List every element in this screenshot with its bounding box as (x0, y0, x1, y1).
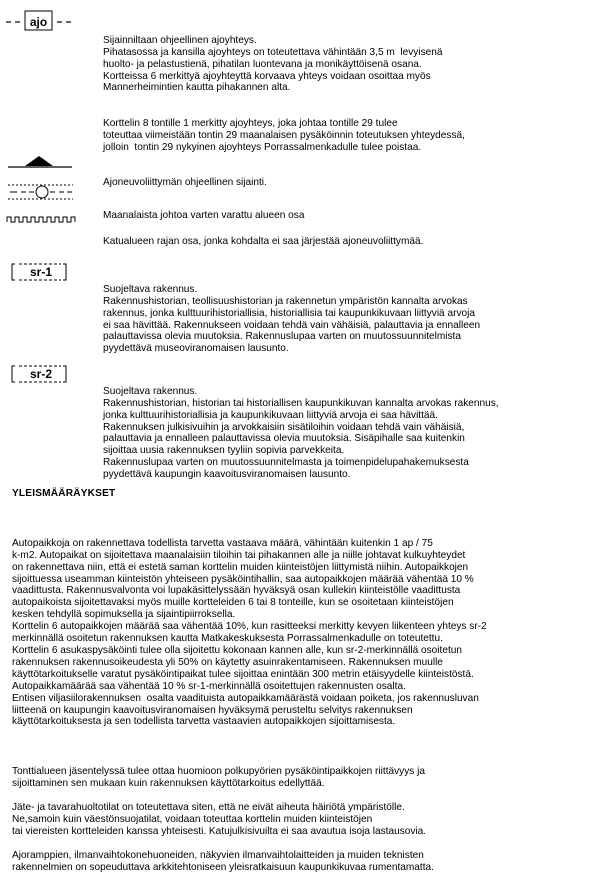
ajo-paragraph-2: Korttelin 8 tontille 1 merkitty ajoyhteys, joka johtaa tontille 29 tulee toteuttaa viimeistään tontin 29 maanalaisen pysäköinnin toteutuksen yhteydessä, jolloin tontin 29 nykyinen ajoyhteys Porrassalmenkadulle tulee poistaa. (103, 117, 465, 153)
underground-line-paragraph: Maanalaista johtoa varten varattu alueen osa (103, 209, 305, 221)
ajo-paragraph-1: Sijainniltaan ohjeellinen ajoyhteys. Pihatasossa ja kansilla ajoyhteys on toteutettava vähintään 3,5 m levyisenä huolto- ja pelastustienä, pihatilan luontevana ja monikäyttöisenä osana. Kortteissa 6 merkittyä ajoyhteyttä korvaava yhteys voidaan osoittaa myös Mannerheimintien kautta pihakannen alta. (103, 34, 443, 94)
sr2-box-icon (5, 362, 75, 388)
triangle-paragraph: Ajoneuvoliittymän ohjeellinen sijainti. (103, 176, 267, 188)
sr2-paragraph: Suojeltava rakennus. Rakennushistorian, historian tai historiallisen kaupunkikuvan kannalta arvokas rakennus, jonka kulttuurihistoriallisia ja kaupunkikuvaan liittyviä arvoja ei saa hävittää. Rakennuksen julkisivuihin ja arvokkaisiin sisätiloihin voidaan tehdä vain vähäisiä, palauttavia ja ennalleen palauttavissa olevia muutoksia. Sisäpihalle saa kuitenkin sijoittaa uusia rakennuksen tyyliin sopivia parvekkeita. Rakennuslupaa varten on muutossuunnitelmasta ja toimenpidelupahakemuksesta pyydettävä kaupungin kaavoitusviranomaisen lausunto. (103, 385, 499, 481)
general-paragraph-1: Autopaikkoja on rakennettava todellista tarvetta vastaava määrä, vähintään kuitenkin 1 ap / 75 k-m2. Autopaikat on sijoitettava maanalaisiin tiloihin tai pihakannen alle ja niille johtavat kulkuyhteydet on rakennettava niin, että ei estetä saman korttelin muiden kiinteistöjen liittymistä niihin. Autopaikkojen sijoittuessa useamman kiinteistön yhteiseen pysäköintihallin, saa autopaikkojen määrää vähentää 10 % vaadittusta. Rakennusvalvonta voi lupakäsittelyssään hyväksyä osan kullekin kiinteistölle vaadittusta autopaikoista sijoitettavaksi myös muille kortteleiden 6 tai 8 tonteille, kun se osoitetaan kiinteistöjen kesken tehdyllä sopimuksella ja sijaintipiirroksella. Korttelin 6 autopaikkojen määrää saa vähentää 10%, kun rasitteeksi merkitty kevyen liikenteen yhteys sr-2 merkinnällä osoitetun rakennuksen kautta Matkakeskuksesta Porrassalmenkadulle on toteutettu. Korttelin 6 asukaspysäköinti tulee olla sijoitettu kokonaan kannen alle, kun sr-2-merkinnällä osoitetun rakennuksen rakennusoikeudesta yli 50% on käytetty asuinrakentamiseen. Rakennuksen muulle käyttötarkoitukselle varatut pysäköintipaikat tulee sijoittaa enintään 300 metrin etäisyydelle kiinteistöstä. Autopaikkamäärää saa vähentää 10 % sr-1-merkinnällä osoitettujen rakennusten osalta. Entisen viljasiilorakennuksen osalta vaadituista autopaikkamäärästä voidaan poiketa, jos rakennusluvan liitteenä on kaupungin kaavoitusviranomaisen hyväksymä perusteltu selvitys rakennuksen käyttötarkoituksesta ja sen todellista tarvetta vastaavien autopaikkojen sijoittamisesta. (12, 537, 487, 728)
general-paragraph-3: Jäte- ja tavarahuoltotilat on toteutettava siten, että ne eivät aiheuta häiriötä ympäristölle. Ne,samoin kuin väestönsuojatilat, voidaan toteuttaa korttelin muiden kiinteistöjen tai viereisten kortteleiden kanssa yhteisesti. Katujulkisivuilta ei saa avautua isoja lastausovia. (12, 801, 427, 837)
general-paragraph-4: Ajoramppien, ilmanvaihtokonehuoneiden, näkyvien ilmanvaihtolaitteiden ja muiden teknisten rakennelmien on sopeuduttava arkkitehtoniseen yleisratkaisuun kaupunkikuvaa rumentamatta. (12, 849, 434, 873)
ajo-box-icon (5, 8, 75, 34)
sr1-symbol-label: sr-1 (29, 265, 53, 279)
general-paragraph-technical (12, 826, 607, 886)
general-paragraph-2: Tonttialueen jäsentelyssä tulee ottaa huomioon polkupyörien pysäköintipaikkojen riittävyys ja sijoittaminen sen mukaan kuin rakennuksen käyttötarkoitus edellyttää. (12, 765, 425, 789)
triangle-line-icon (5, 152, 75, 172)
ajo-description (103, 11, 603, 106)
street-border-description (103, 209, 603, 260)
general-paragraph-parking (12, 514, 607, 740)
street-border-paragraph: Katualueen rajan osa, jonka kohdalta ei saa järjestää ajoneuvoliittymää. (103, 235, 424, 247)
general-heading: YLEISMÄÄRÄYKSET (12, 488, 116, 499)
comb-line-icon (5, 210, 77, 226)
ajo-symbol-label: ajo (29, 15, 48, 29)
sr1-paragraph: Suojeltava rakennus. Rakennushistorian, teollisuushistorian ja rakennetun ympäristön kannalta arvokas rakennus, jonka kulttuurihistoriallisia, historiallisia tai kaupunkikuvaan liittyviä arvoja ei saa hävittää. Rakennukseen voidaan tehdä vain vähäisiä, palauttavia ja ennalleen palauttavissa olevia muutoksia. Rakennuslupaa varten on muutossuunnitelmista pyydettävä museoviranomaisen lausunto. (103, 283, 481, 355)
dash-circle-line-icon (5, 180, 77, 204)
sr2-description (103, 362, 603, 493)
sr1-description (103, 260, 603, 367)
sr1-box-icon (5, 260, 75, 286)
sr2-symbol-label: sr-2 (29, 367, 53, 381)
